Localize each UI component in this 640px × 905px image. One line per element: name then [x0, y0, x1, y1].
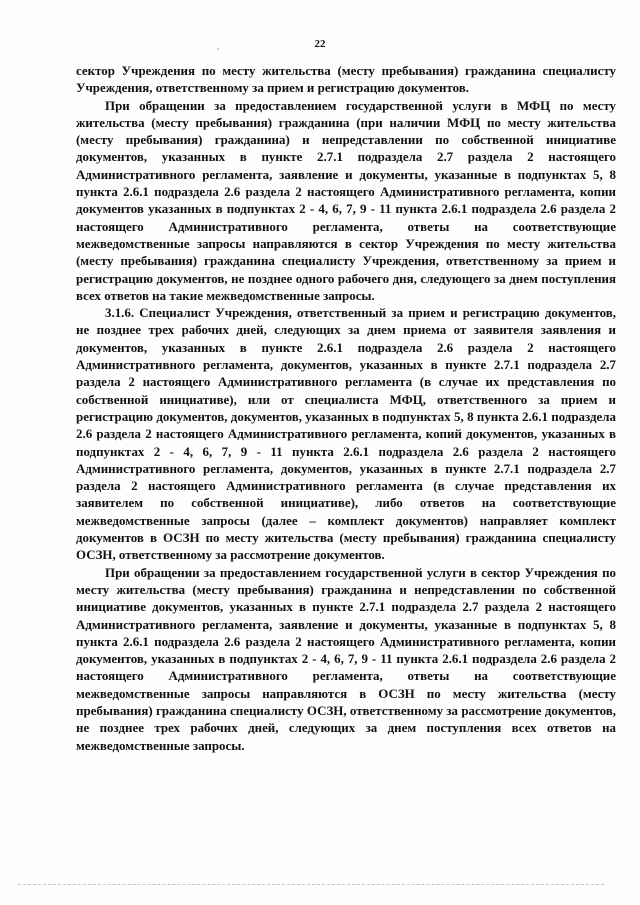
document-body: [76, 62, 616, 754]
paragraph-sector-submission: При обращении за предоставлением государственной услуги в сектор Учреждения по месту жительства (месту пребывания) гражданина и непредставлении по собственной инициативе документов, указанных в пункте 2.7.1 подраздела 2.7 раздела 2 настоящего Административного регламента, заявление и документы, указанные в подпунктах 5, 8 пункта 2.6.1 подраздела 2.6 раздела 2 настоящего Административного регламента, копии документов, указанных в подпунктах 2 - 4, 6, 7, 9 - 11 пункта 2.6.1 подраздела 2.6 раздела 2 настоящего Административного регламента, ответы на соответствующие межведомственные запросы направляются в ОСЗН по месту жительства (месту пребывания) гражданина специалисту ОСЗН, ответственному за рассмотрение документов, не позднее трех рабочих дней, следующих за днем поступления всех ответов на межведомственные запросы.: [76, 564, 616, 753]
paragraph-section-3-1-6: 3.1.6. Специалист Учреждения, ответственный за прием и регистрацию документов, не позднее трех рабочих дней, следующих за днем приема от заявителя заявления и документов, указанных в пункте 2.6.1 подраздела 2.6 раздела 2 настоящего Административного регламента, документов, указанных в пункте 2.7.1 подраздела 2.7 раздела 2 настоящего Административного регламента (в случае их представления по собственной инициативе), или от специалиста МФЦ, ответственного за прием и регистрацию документов, документов, указанных в подпунктах 5, 8 пункта 2.6.1 подраздела 2.6 раздела 2 настоящего Административного регламента, копий документов, указанных в подпунктах 2 - 4, 6, 7, 9 - 11 пункта 2.6.1 подраздела 2.6 раздела 2 настоящего Административного регламента, документов, указанных в пункте 2.7.1 подраздела 2.7 раздела 2 настоящего Административного регламента (в случае представления их заявителем по собственной инициативе), либо ответов на соответствующие межведомственные запросы (далее – комплект документов) направляет комплект документов в ОСЗН по месту жительства (месту пребывания) гражданина специалисту ОСЗН, ответственному за рассмотрение документов.: [76, 305, 616, 563]
bottom-divider: [18, 884, 604, 885]
paragraph-mfc-submission: При обращении за предоставлением государственной услуги в МФЦ по месту жительства (месту пребывания) гражданина (при наличии МФЦ по месту жительства (месту пребывания) гражданина) и непредставлении по собственной инициативе документов, указанных в пункте 2.7.1 подраздела 2.7 раздела 2 настоящего Административного регламента, заявление и документы, указанные в подпунктах 5, 8 пункта 2.6.1 подраздела 2.6 раздела 2 настоящего Административного регламента, копии документов указанных в подпунктах 2 - 4, 6, 7, 9 - 11 пункта 2.6.1 подраздела 2.6 раздела 2 настоящего Административного регламента, ответы на соответствующие межведомственные запросы направляются в сектор Учреждения по месту жительства (месту пребывания) гражданина специалисту Учреждения, ответственному за прием и регистрацию документов, не позднее одного рабочего дня, следующего за днем поступления всех ответов на такие межведомственные запросы.: [76, 97, 616, 303]
paragraph-continuation: сектор Учреждения по месту жительства (месту пребывания) гражданина специалисту Учреждения, ответственному за прием и регистрацию документов.: [76, 63, 616, 96]
page-number: 22: [314, 38, 326, 50]
